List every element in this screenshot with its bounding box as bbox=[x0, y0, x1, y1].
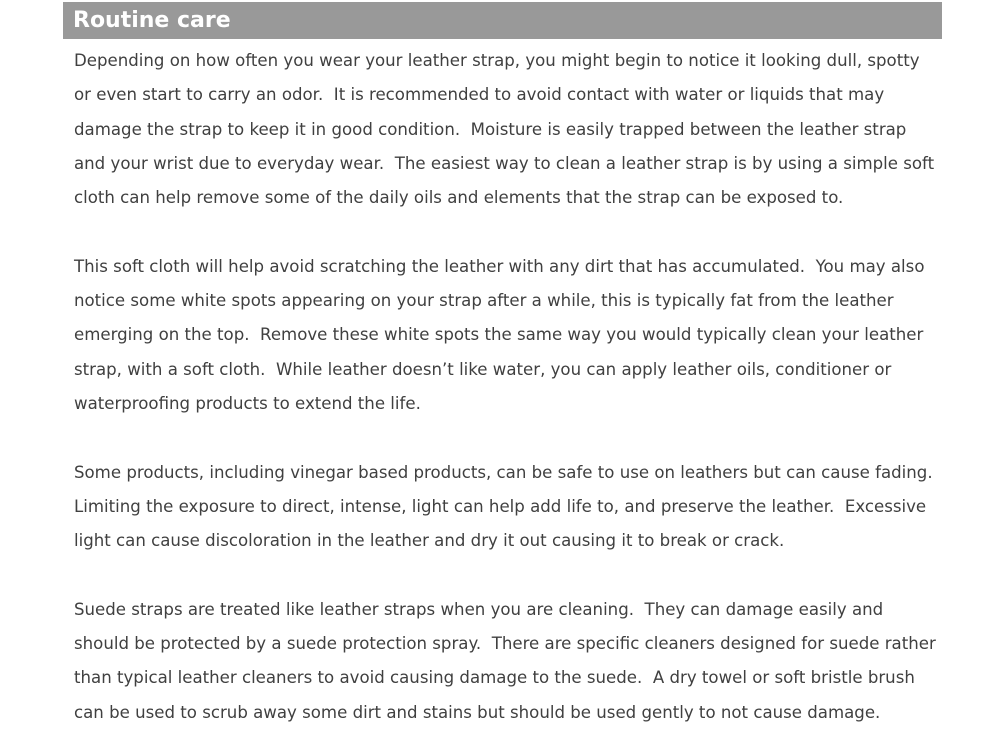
paragraph: Suede straps are treated like leather straps when you are cleaning. They can damage easily and should be protected by a suede protection spray. There are specific cleaners designed for suede rather than typical leather cleaners to avoid causing damage to the suede. A dry towel or soft bristle brush can be used to scrub away some dirt and stains but should be used gently to not cause damage. bbox=[74, 599, 942, 722]
section-heading: Routine care bbox=[63, 2, 942, 39]
routine-care-section bbox=[63, 2, 942, 730]
section-body bbox=[63, 44, 942, 730]
paragraph: Some products, including vinegar based products, can be safe to use on leathers but can cause fading. Limiting the exposure to direct, intense, light can help add life to, and preserve the leather. Excessive light can cause discoloration in the leather and dry it out causing it to break or crack. bbox=[74, 462, 944, 551]
paragraph: Depending on how often you wear your leather strap, you might begin to notice it looking dull, spotty or even start to carry an odor. It is recommended to avoid contact with water or liquids that may damage the strap to keep it in good condition. Moisture is easily trapped between the leather strap and your wrist due to everyday wear. The easiest way to clean a leather strap is by using a simple soft cloth can help remove some of the daily oils and elements that the strap can be exposed to. bbox=[74, 51, 940, 208]
paragraph: This soft cloth will help avoid scratching the leather with any dirt that has accumulated. You may also notice some white spots appearing on your strap after a while, this is typically fat from the leather emerging on the top. Remove these white spots the same way you would typically clean your leather strap, with a soft cloth. While leather doesn’t like water, you can apply leather oils, conditioner or waterproofing products to extend the life. bbox=[74, 256, 930, 413]
